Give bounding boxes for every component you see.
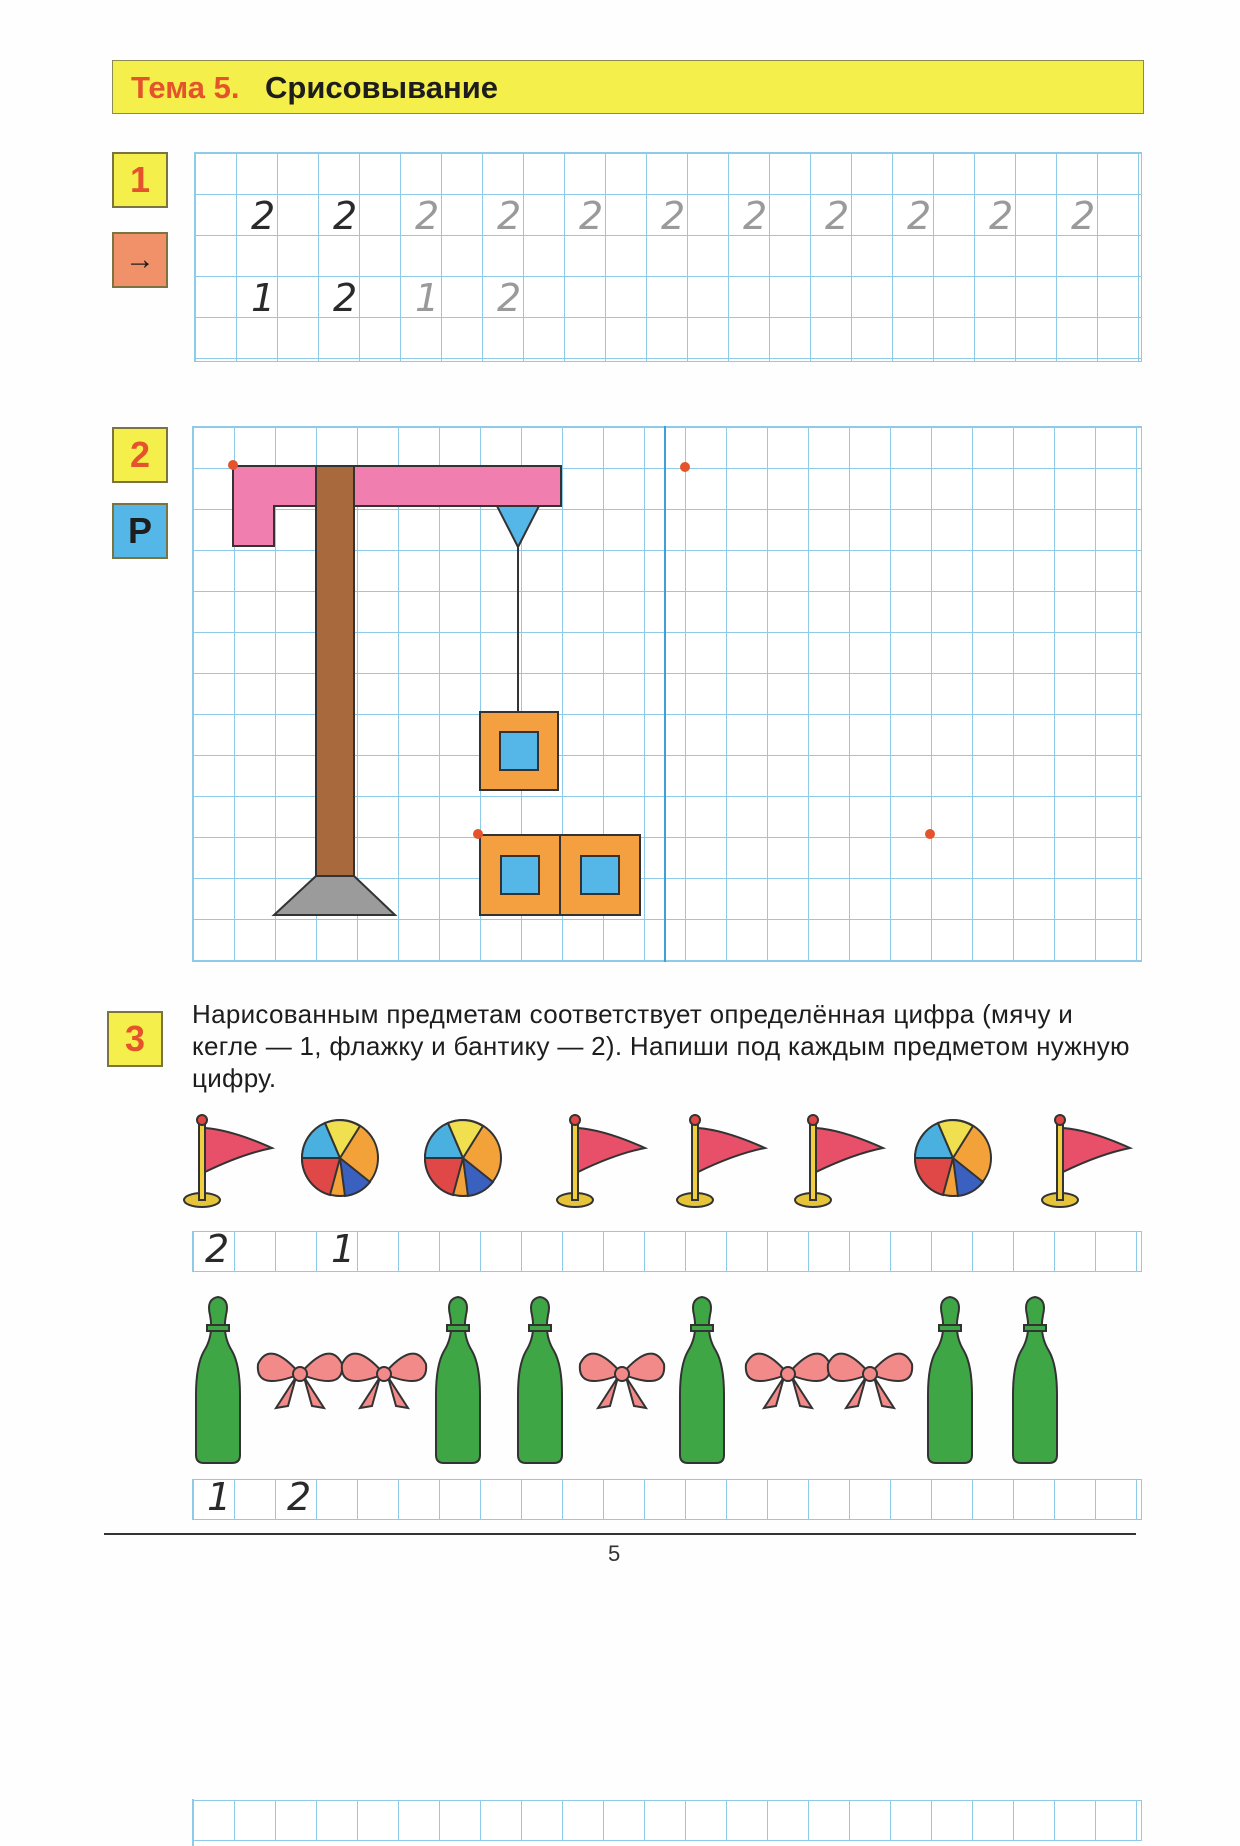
crate-window [501, 856, 539, 894]
page-number: 5 [608, 1541, 621, 1566]
guide-dot [473, 829, 483, 839]
task-3-badge: 3 [107, 1011, 163, 1067]
guide-dot [228, 460, 238, 470]
sample-digit: 2 [989, 194, 1014, 238]
sample-digit: 2 [251, 194, 276, 238]
sample-digit: 2 [333, 276, 358, 320]
sample-digit: 2 [825, 194, 850, 238]
crane-base [274, 876, 395, 915]
sample-digit: 2 [743, 194, 768, 238]
sample-digit: 2 [1071, 194, 1096, 238]
sample-digit: 2 [907, 194, 932, 238]
sample-digit: 2 [497, 276, 522, 320]
answer-digit: 2 [205, 1227, 230, 1271]
guide-dot [925, 829, 935, 839]
sample-digit: 1 [415, 276, 440, 320]
sample-digit: 2 [333, 194, 358, 238]
task-3-answer-row-2[interactable] [192, 1479, 1142, 1520]
answer-digit: 1 [207, 1475, 232, 1519]
crate-window [581, 856, 619, 894]
sample-digit: 2 [661, 194, 686, 238]
crate-window [500, 732, 538, 770]
task-3-instruction: Нарисованным предметам соответствует определённая цифра (мячу и кегле — 1, флажку и бантику — 2). Напиши под каждым предметом нужную цифру. [192, 999, 1130, 1093]
sample-digit: 2 [579, 194, 604, 238]
task-1-badge: 1 [112, 152, 168, 208]
task-2-badge: 2 [112, 427, 168, 483]
sample-digit: 1 [251, 276, 276, 320]
guide-dot [680, 462, 690, 472]
sample-digit: 2 [415, 194, 440, 238]
sample-digit: 2 [497, 194, 522, 238]
topic-label: Тема 5. [131, 70, 240, 105]
crane-hook [497, 506, 539, 547]
answer-digit: 2 [287, 1475, 312, 1519]
footer-rule [104, 1533, 1136, 1535]
crane-tower [316, 466, 354, 876]
arrow-icon: → [112, 232, 168, 288]
task-2-letter-badge: Р [112, 503, 168, 559]
answer-digit: 1 [331, 1227, 356, 1271]
topic-title: Срисовывание [265, 70, 498, 105]
